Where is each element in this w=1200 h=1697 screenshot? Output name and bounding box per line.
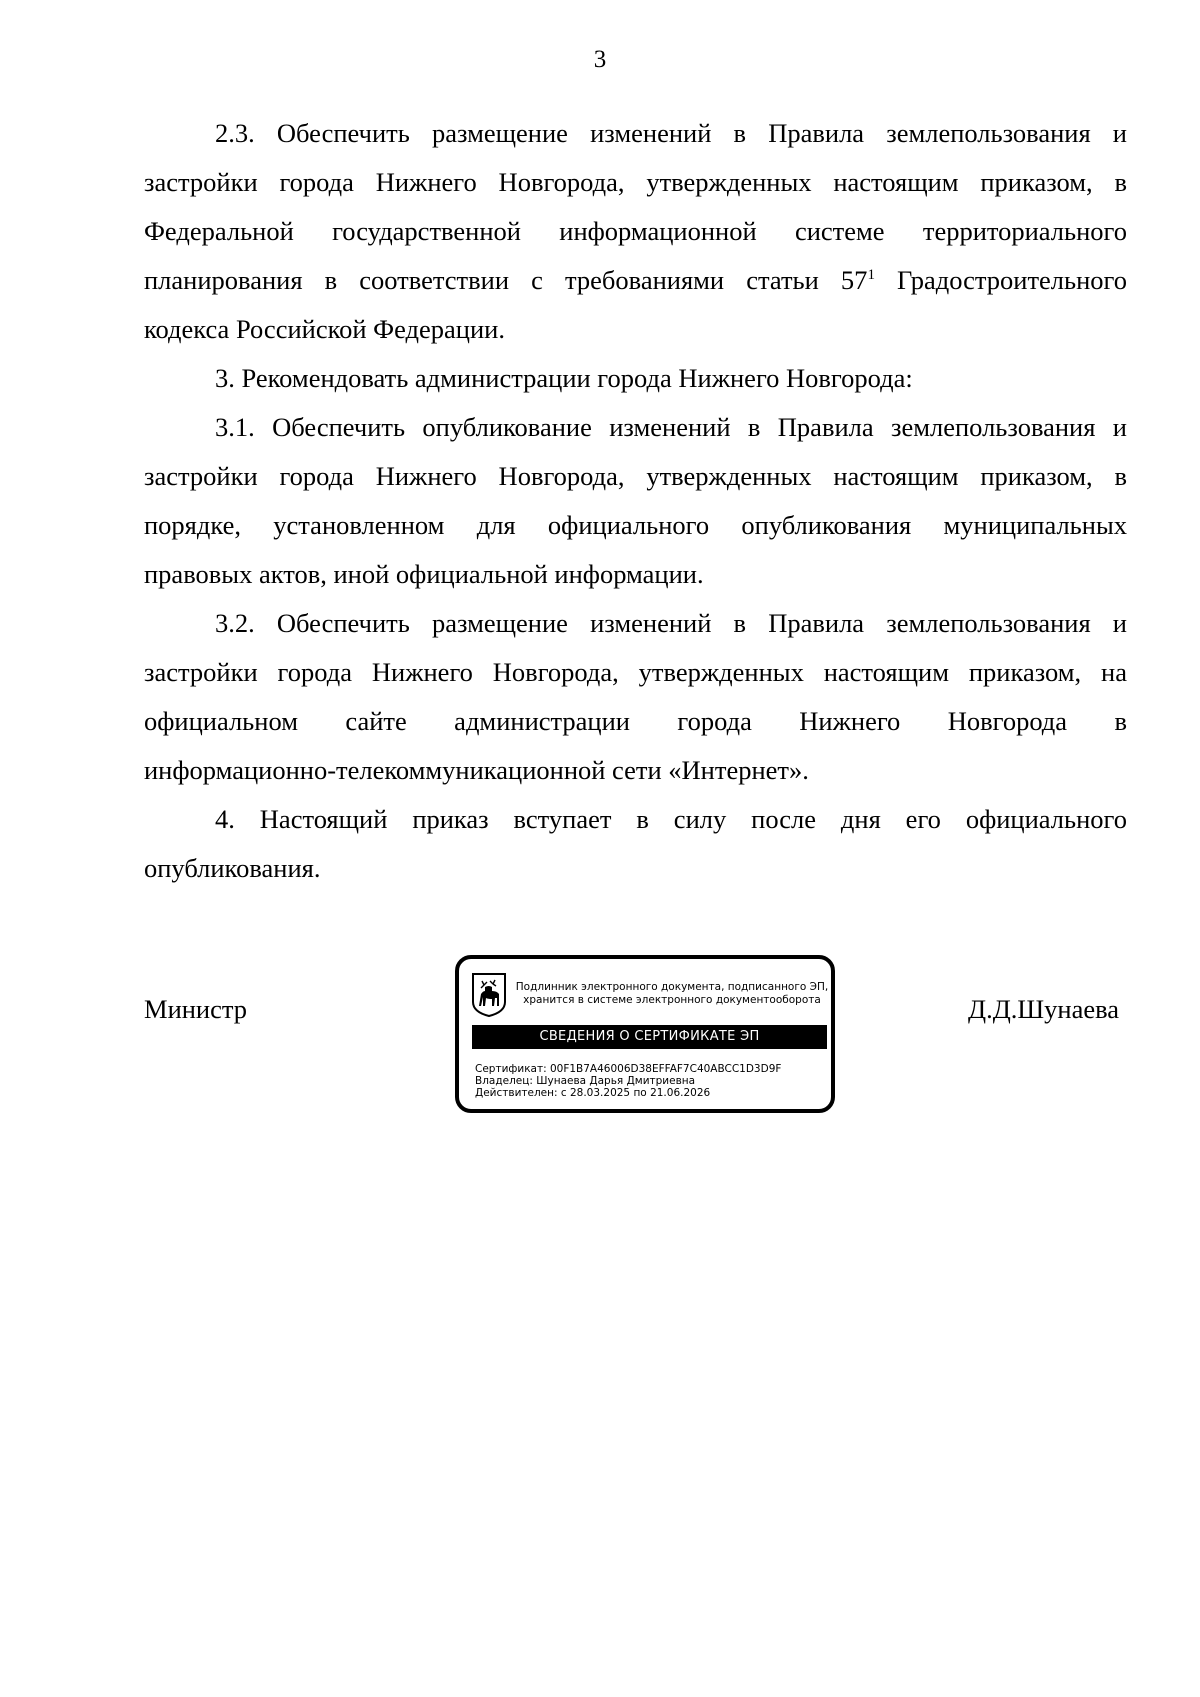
certificate-owner: Владелец: Шунаева Дарья Дмитриевна	[475, 1075, 696, 1087]
text-line: порядке, установленном для официального опубликования муниципальных	[144, 510, 1127, 540]
paragraph-2-3	[144, 109, 1127, 354]
stamp-note	[514, 981, 830, 1007]
stamp-note-line: Подлинник электронного документа, подписанного ЭП,	[515, 981, 829, 993]
text-line: 4. Настоящий приказ вступает в силу после дня его официального	[215, 804, 1127, 834]
text-line: 3.2. Обеспечить размещение изменений в Правила землепользования и	[215, 608, 1127, 638]
stamp-header: СВЕДЕНИЯ О СЕРТИФИКАТЕ ЭП	[472, 1025, 827, 1049]
text-line: застройки города Нижнего Новгорода, утвержденных настоящим приказом, в	[144, 167, 1127, 197]
stamp-note-line: хранится в системе электронного документооборота	[523, 994, 821, 1006]
text-line: кодекса Российской Федерации.	[144, 314, 505, 344]
text-line: правовых актов, иной официальной информации.	[144, 559, 704, 589]
paragraph-3	[144, 354, 1127, 403]
text-fragment: планирования в соответствии с требованиями статьи 57	[144, 265, 868, 295]
text-line: опубликования.	[144, 853, 321, 883]
certificate-validity: Действителен: с 28.03.2025 по 21.06.2026	[475, 1087, 711, 1099]
document-body	[144, 109, 1127, 893]
text-line: застройки города Нижнего Новгорода, утвержденных настоящим приказом, в	[144, 461, 1127, 491]
text-line-with-superscript	[144, 256, 1127, 305]
paragraph-4	[144, 795, 1127, 893]
certificate-number: Сертификат: 00F1B7A46006D38EFFAF7C40ABCC1D3D9F	[475, 1063, 782, 1075]
superscript: 1	[867, 267, 875, 283]
text-line: 2.3. Обеспечить размещение изменений в Правила землепользования и	[215, 118, 1127, 148]
paragraph-3-1	[144, 403, 1127, 599]
text-line: официальном сайте администрации города Нижнего Новгорода в	[144, 706, 1127, 736]
deer-emblem-icon	[471, 972, 507, 1018]
text-line: Федеральной государственной информационной системе территориального	[144, 216, 1127, 246]
certificate-details	[475, 1063, 827, 1099]
text-fragment: Градостроительного	[874, 265, 1128, 295]
text-line: 3.1. Обеспечить опубликование изменений в Правила землепользования и	[215, 412, 1127, 442]
page-number: 3	[593, 46, 607, 73]
text-line: застройки города Нижнего Новгорода, утвержденных настоящим приказом, на	[144, 657, 1127, 687]
signatory-role: Министр	[144, 994, 248, 1024]
electronic-signature-stamp	[455, 955, 835, 1113]
text-line: информационно-телекоммуникационной сети «Интернет».	[144, 755, 809, 785]
paragraph-3-2	[144, 599, 1127, 795]
text-line: 3. Рекомендовать администрации города Нижнего Новгорода:	[215, 363, 913, 393]
signatory-name: Д.Д.Шунаева	[968, 994, 1120, 1024]
